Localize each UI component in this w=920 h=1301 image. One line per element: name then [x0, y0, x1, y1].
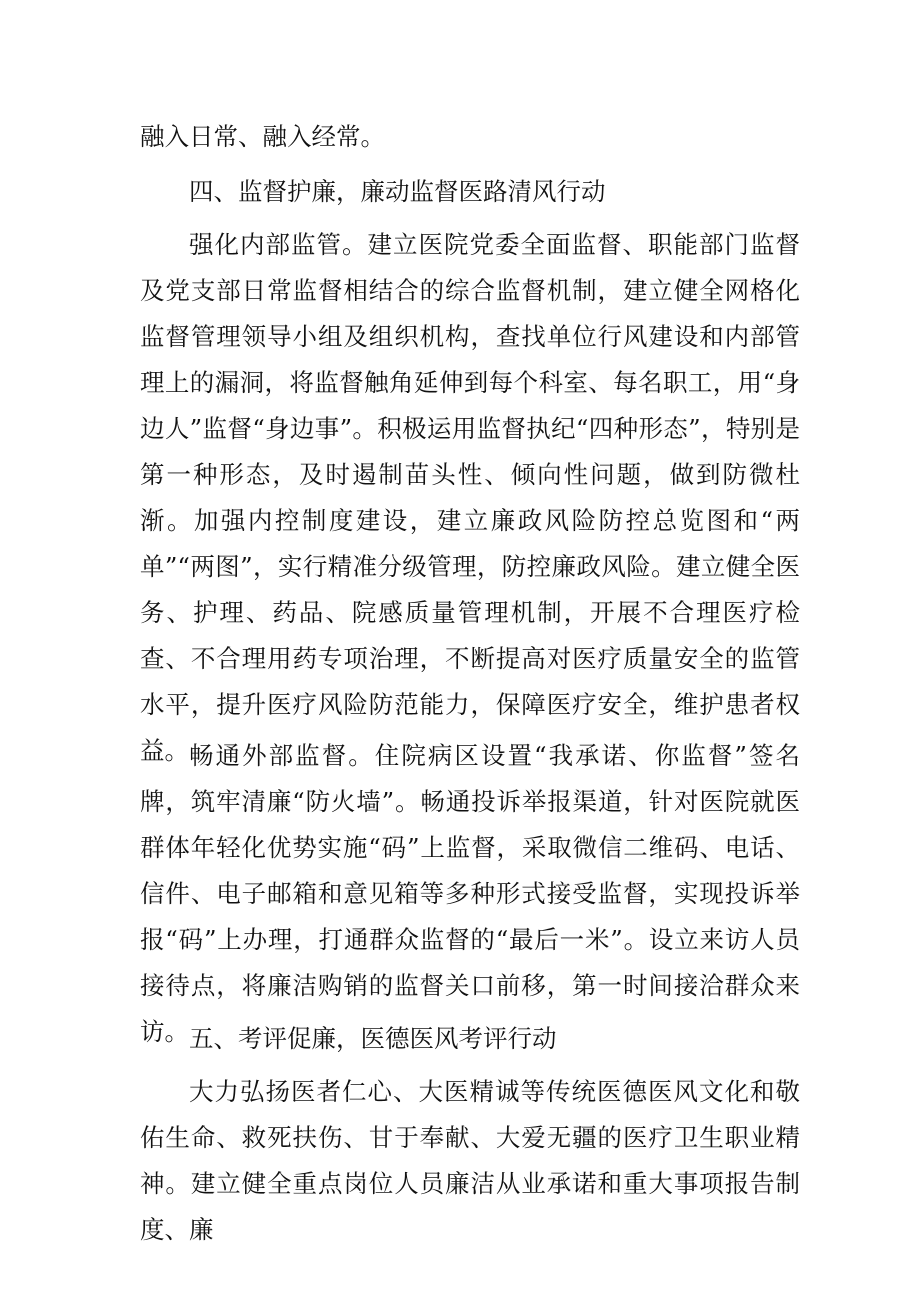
paragraph-external-supervision: 畅通外部监督。住院病区设置“我承诺、你监督”签名牌，筑牢清廉“防火墙”。畅通投诉举报渠道，针对医院就医群体年轻化优势实施“码”上监督，采取微信二维码、电话、信件、电子邮箱和意见箱等多种形式接受监督，实现投诉举报“码”上办理，打通群众监督的“最后一米”。设立来访人员接待点，将廉洁购销的监督关口前移，第一时间接洽群众来访。: [140, 741, 800, 1046]
section-heading-5: 五、考评促廉，医德医风考评行动: [189, 1024, 557, 1053]
paragraph-medical-ethics: 大力弘扬医者仁心、大医精诚等传统医德医风文化和敬佑生命、救死扶伤、甘于奉献、大爱无疆的医疗卫生职业精神。建立健全重点岗位人员廉洁从业承诺和重大事项报告制度、廉: [140, 1077, 800, 1244]
paragraph-continuation: 融入日常、融入经常。: [140, 122, 385, 151]
section-heading-4: 四、监督护廉，廉动监督医路清风行动: [189, 177, 606, 206]
paragraph-internal-supervision: 强化内部监管。建立医院党委全面监督、职能部门监督及党支部日常监督相结合的综合监督机制，建立健全网格化监督管理领导小组及组织机构，查找单位行风建设和内部管理上的漏洞，将监督触角延伸到每个科室、每名职工，用“身边人”监督“身边事”。积极运用监督执纪“四种形态”，特别是第一种形态，及时遏制苗头性、倾向性问题，做到防微杜渐。加强内控制度建设，建立廉政风险防控总览图和“两单”“两图”，实行精准分级管理，防控廉政风险。建立健全医务、护理、药品、院感质量管理机制，开展不合理医疗检查、不合理用药专项治理，不断提高对医疗质量安全的监管水平，提升医疗风险防范能力，保障医疗安全，维护患者权益。: [140, 230, 800, 765]
